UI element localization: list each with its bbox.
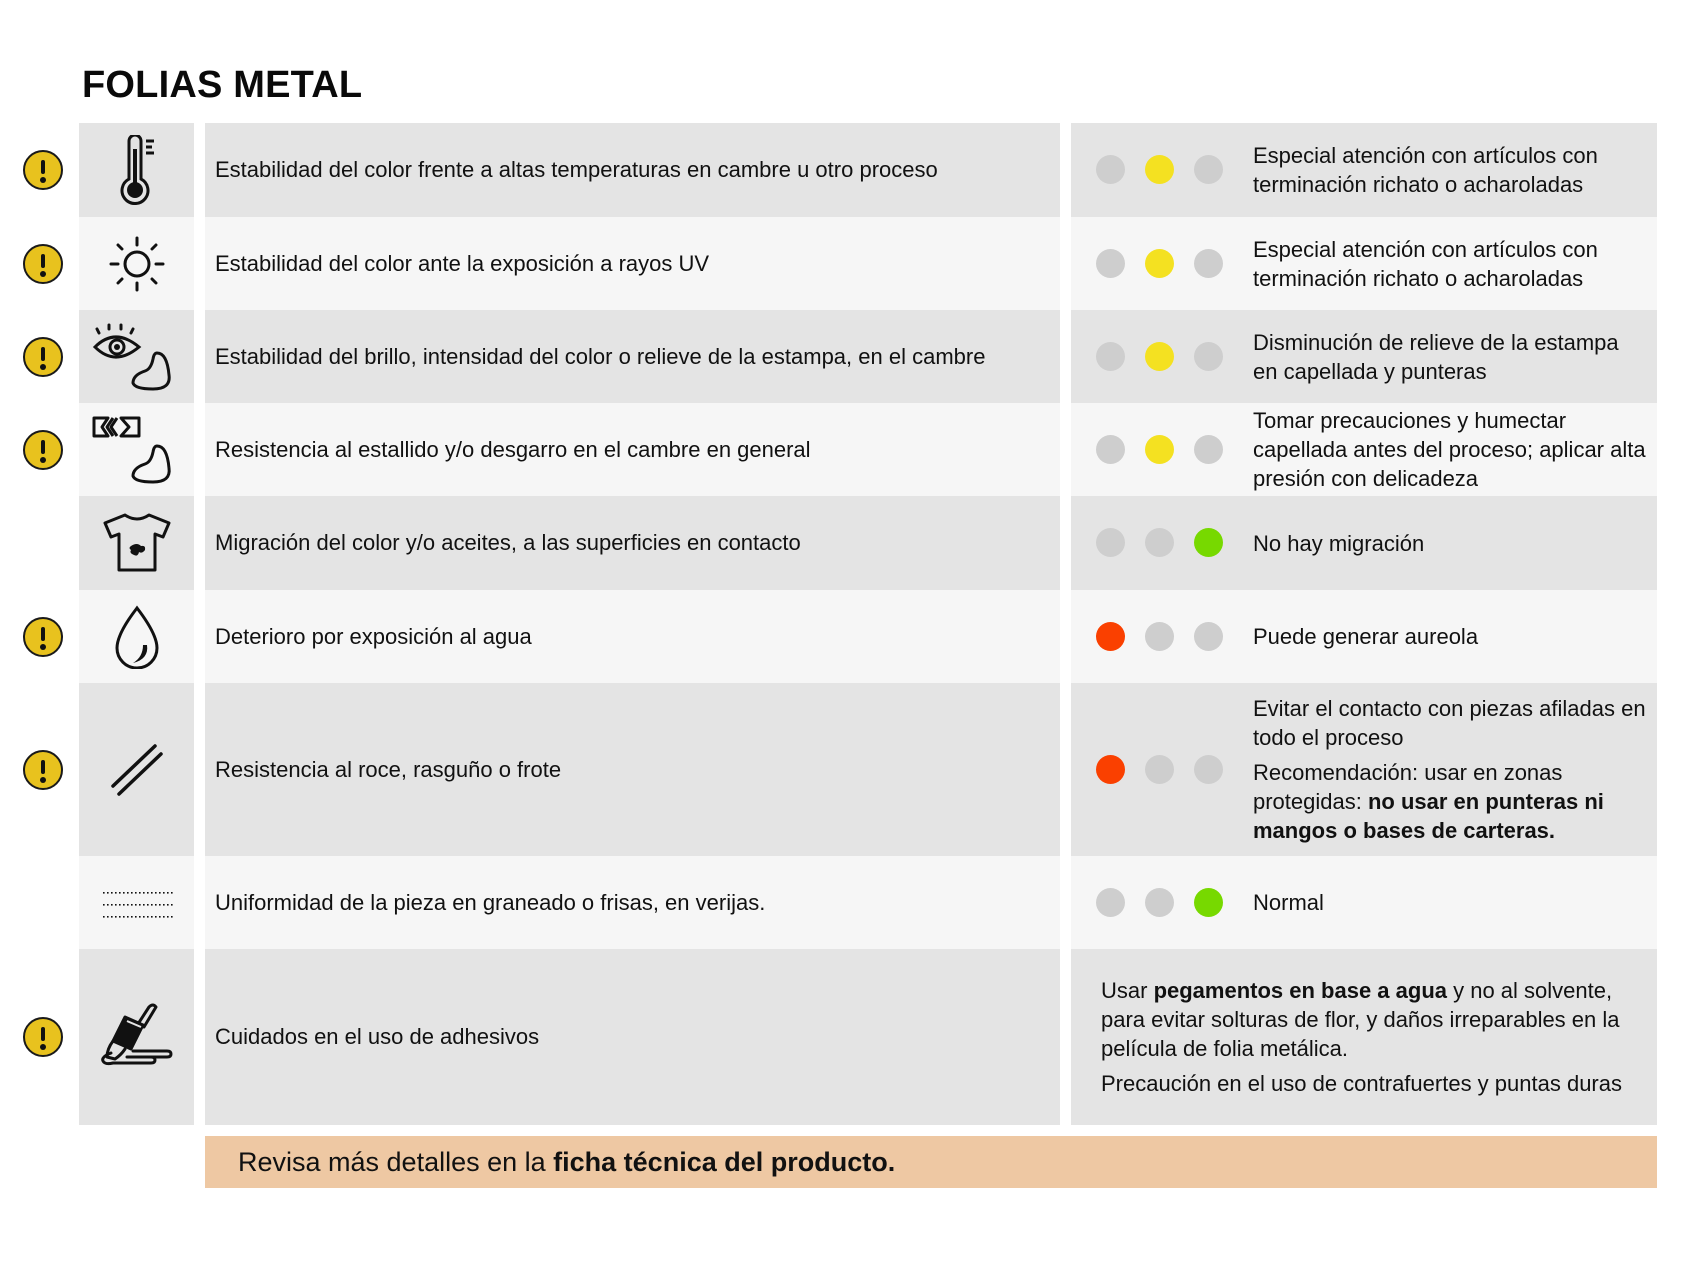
note-paragraph: Puede generar aureola [1253, 624, 1479, 649]
rating-cell [1071, 590, 1657, 683]
rating-dot-green [1194, 888, 1223, 917]
property-label: Deterioro por exposición al agua [205, 590, 1060, 683]
thermometer-icon [79, 123, 194, 217]
rating-dot-off [1194, 622, 1223, 651]
rating-cell [1071, 949, 1657, 1125]
rating-cell [1071, 496, 1657, 590]
grain-texture-icon [79, 856, 194, 949]
note-emphasis: no usar en punteras ni mangos o bases de carteras. [1253, 789, 1604, 843]
table-row [0, 949, 1681, 1125]
rating-indicator [1096, 888, 1223, 917]
note-paragraph: No hay migración [1253, 530, 1425, 556]
rating-cell [1071, 683, 1657, 856]
rating-dot-off [1194, 435, 1223, 464]
note-paragraph: Normal [1253, 890, 1324, 915]
warning-icon [23, 617, 63, 657]
note-paragraph [1253, 758, 1647, 845]
notes [1253, 683, 1647, 856]
note-emphasis: pegamentos en base a agua [1153, 978, 1447, 1003]
warning-icon [23, 244, 63, 284]
note-paragraph: Precaución en el uso de contrafuertes y puntas duras [1101, 1071, 1622, 1096]
table-row [0, 403, 1681, 496]
rating-dot-off [1194, 249, 1223, 278]
note-text-after: y no al solvente, para evitar solturas de flor, y daños irreparables en la película de folia metálica. [1101, 978, 1626, 1061]
rating-cell [1071, 856, 1657, 949]
table-row [0, 496, 1681, 590]
rating-dot-off [1194, 342, 1223, 371]
rating-indicator [1096, 155, 1223, 184]
rating-dot-off [1096, 528, 1125, 557]
rating-dot-yellow [1145, 249, 1174, 278]
notes [1253, 496, 1647, 590]
rating-indicator [1096, 755, 1223, 784]
notes [1253, 217, 1647, 310]
rating-dot-off [1194, 155, 1223, 184]
page-title: FOLIAS METAL [82, 64, 363, 106]
table-row [0, 856, 1681, 949]
property-label: Migración del color y/o aceites, a las superficies en contacto [205, 496, 1060, 590]
rating-dot-off [1145, 528, 1174, 557]
rating-indicator [1096, 435, 1223, 464]
notes [1253, 403, 1647, 496]
notes [1253, 856, 1647, 949]
notes [1253, 590, 1647, 683]
rating-dot-off [1194, 755, 1223, 784]
rating-dot-yellow [1145, 342, 1174, 371]
properties-table [0, 123, 1681, 1125]
rating-indicator [1096, 249, 1223, 278]
note-paragraph: Evitar el contacto con piezas afiladas en todo el proceso [1253, 696, 1646, 750]
note-paragraph: Especial atención con artículos con terminación richato o acharoladas [1253, 236, 1598, 291]
warning-icon [23, 1017, 63, 1057]
rating-cell [1071, 310, 1657, 403]
rating-dot-red [1096, 755, 1125, 784]
rating-dot-off [1096, 155, 1125, 184]
rating-dot-off [1096, 342, 1125, 371]
property-label: Cuidados en el uso de adhesivos [205, 949, 1060, 1125]
rating-dot-red [1096, 622, 1125, 651]
product-sheet-banner [205, 1136, 1657, 1188]
table-row [0, 683, 1681, 856]
rating-cell [1071, 403, 1657, 496]
glue-brush-icon [79, 949, 194, 1125]
scratch-icon [79, 683, 194, 856]
table-row [0, 310, 1681, 403]
property-label: Estabilidad del brillo, intensidad del color o relieve de la estampa, en el cambre [205, 310, 1060, 403]
property-label: Estabilidad del color frente a altas temperaturas en cambre u otro proceso [205, 123, 1060, 217]
warning-icon [23, 337, 63, 377]
rating-dot-yellow [1145, 155, 1174, 184]
rating-dot-off [1096, 888, 1125, 917]
table-row [0, 123, 1681, 217]
notes [1253, 310, 1647, 403]
warning-icon [23, 150, 63, 190]
banner-link-text[interactable]: ficha técnica del producto. [553, 1146, 896, 1177]
note-paragraph [1101, 976, 1647, 1063]
property-label: Estabilidad del color ante la exposición a rayos UV [205, 217, 1060, 310]
table-row [0, 590, 1681, 683]
note-paragraph: Especial atención con artículos con terminación richato o acharoladas [1253, 143, 1598, 197]
rating-indicator [1096, 528, 1223, 557]
eye-shoe-icon [79, 310, 194, 403]
note-text: Usar [1101, 978, 1154, 1003]
warning-icon [23, 750, 63, 790]
rating-dot-off [1096, 435, 1125, 464]
rating-cell [1071, 217, 1657, 310]
rating-dot-off [1145, 755, 1174, 784]
tear-shoe-icon [79, 403, 194, 496]
property-label: Resistencia al roce, rasguño o frote [205, 683, 1060, 856]
banner-text: Revisa más detalles en la [238, 1146, 554, 1177]
warning-icon [23, 430, 63, 470]
rating-dot-yellow [1145, 435, 1174, 464]
rating-indicator [1096, 622, 1223, 651]
property-label: Resistencia al estallido y/o desgarro en el cambre en general [205, 403, 1060, 496]
property-label: Uniformidad de la pieza en graneado o frisas, en verijas. [205, 856, 1060, 949]
rating-dot-green [1194, 528, 1223, 557]
note-paragraph: Tomar precauciones y humectar capellada antes del proceso; aplicar alta presión con delicadeza [1253, 408, 1646, 491]
water-drop-icon [79, 590, 194, 683]
sun-uv-icon [79, 217, 194, 310]
notes [1101, 949, 1647, 1125]
rating-dot-off [1096, 249, 1125, 278]
rating-dot-off [1145, 888, 1174, 917]
notes [1253, 123, 1647, 217]
rating-dot-off [1145, 622, 1174, 651]
table-row [0, 217, 1681, 310]
rating-cell [1071, 123, 1657, 217]
note-text: Recomendación: usar en zonas protegidas: [1253, 760, 1569, 814]
rating-indicator [1096, 342, 1223, 371]
note-paragraph: Disminución de relieve de la estampa en capellada y punteras [1253, 329, 1619, 384]
stained-shirt-icon [79, 496, 194, 590]
